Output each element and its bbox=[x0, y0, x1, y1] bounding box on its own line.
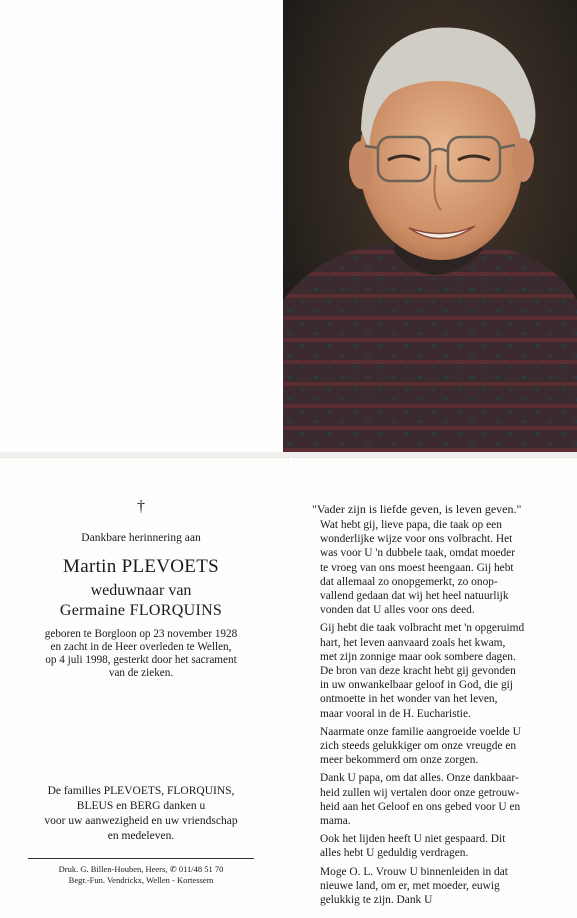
cross-icon: † bbox=[137, 498, 145, 515]
text-line: heid aan het Geloof en ons gebed voor U en bbox=[320, 800, 521, 813]
text-line: in uw onwankelbaar geloof in God, die gij bbox=[320, 679, 513, 692]
blank-card-panel bbox=[0, 0, 283, 452]
text-line: vonden dat U alles voor ons deed. bbox=[320, 604, 475, 617]
text-line: Gij hebt die taak volbracht met 'n opgeruimd bbox=[320, 622, 525, 635]
widow-line: weduwnaar van bbox=[90, 582, 192, 599]
text-line: mama. bbox=[320, 815, 351, 828]
portrait-photo bbox=[283, 0, 577, 452]
left-ear bbox=[349, 141, 373, 189]
quote: "Vader zijn is liefde geven, is leven geven." bbox=[312, 502, 522, 516]
paragraph bbox=[320, 771, 568, 828]
deceased-name: Martin PLEVOETS bbox=[63, 556, 219, 577]
text-line: De bron van deze kracht hebt gij gevonden bbox=[320, 665, 516, 678]
text-line: dat allemaal zo onopgemerkt, zo onop- bbox=[320, 575, 498, 588]
text-line: wonderlijke wijze voor ons volbracht. Het bbox=[320, 533, 513, 546]
paragraph bbox=[320, 865, 568, 908]
spouse-name: Germaine FLORQUINS bbox=[59, 602, 223, 619]
text-line: zich steeds gelukkiger om onze vreugde en bbox=[320, 740, 517, 753]
thanks-line: De families PLEVOETS, FLORQUINS, bbox=[47, 785, 235, 797]
text-line: was voor U 'n dubbele taak, omdat moeder bbox=[320, 547, 516, 560]
printer-line: Druk. G. Billen-Houben, Heers, ✆ 011/48 51 70 bbox=[58, 864, 224, 874]
thanks-line: en medeleven. bbox=[107, 830, 175, 842]
memorial-card-back bbox=[292, 457, 577, 918]
memorial-text bbox=[320, 518, 568, 911]
bio-line: geboren te Borgloon op 23 november 1928 bbox=[44, 628, 238, 640]
bio-line: en zacht in de Heer overleden te Wellen, bbox=[50, 641, 232, 653]
text-line: Moge O. L. Vrouw U binnenleiden in dat bbox=[320, 865, 508, 878]
text-line: ontmoette in het wonder van het leven, bbox=[320, 693, 498, 706]
text-line: Naarmate onze familie aangroeide voelde U bbox=[320, 725, 521, 738]
text-line: alles hebt U geduldig verdragen. bbox=[320, 847, 469, 860]
text-line: gelukkig te zijn. Dank U bbox=[320, 894, 433, 907]
text-line: met zijn zonnige maar ook sombere dagen. bbox=[320, 650, 516, 663]
text-line: te vroeg van ons moest heengaan. Gij hebt bbox=[320, 561, 514, 574]
memorial-card-front bbox=[0, 457, 290, 918]
text-line: Dank U papa, om dat alles. Onze dankbaar- bbox=[320, 772, 519, 785]
portrait-illustration bbox=[283, 0, 577, 452]
thanks-line: voor uw aanwezigheid en uw vriendschap bbox=[44, 815, 238, 827]
text-line: maar vooral in de H. Eucharistie. bbox=[320, 707, 471, 720]
right-ear bbox=[512, 138, 534, 182]
paragraph bbox=[320, 725, 568, 768]
text-line: vallend gedaan dat wij het heel natuurlijk bbox=[320, 590, 509, 603]
text-line: nieuwe land, om er, met moeder, euwig bbox=[320, 879, 500, 892]
bio-line: van de zieken. bbox=[108, 667, 174, 679]
intro-text: Dankbare herinnering aan bbox=[81, 532, 201, 544]
printer-line: Begr.-Fun. Vendrickx, Wellen - Kortessem bbox=[68, 875, 214, 885]
text-line: meer bekommerd om onze zorgen. bbox=[320, 754, 479, 767]
family-thanks bbox=[0, 784, 282, 844]
sweater bbox=[283, 245, 577, 452]
printer-credits bbox=[0, 864, 282, 886]
thanks-line: BLEUS en BERG danken u bbox=[76, 800, 206, 812]
text-line: heid zullen wij vertalen door onze getrouw- bbox=[320, 786, 520, 799]
text-line: Wat hebt gij, lieve papa, die taak op een bbox=[320, 519, 502, 531]
divider-rule bbox=[28, 858, 254, 859]
paragraph bbox=[320, 832, 568, 860]
text-line: Ook het lijden heeft U niet gespaard. Dit bbox=[320, 833, 506, 846]
paragraph bbox=[320, 518, 568, 617]
text-line: hart, het leven aanvaard zoals het kwam, bbox=[320, 636, 506, 649]
biography bbox=[0, 628, 282, 680]
paragraph bbox=[320, 621, 568, 720]
bio-line: op 4 juli 1998, gesterkt door het sacrament bbox=[45, 654, 237, 666]
